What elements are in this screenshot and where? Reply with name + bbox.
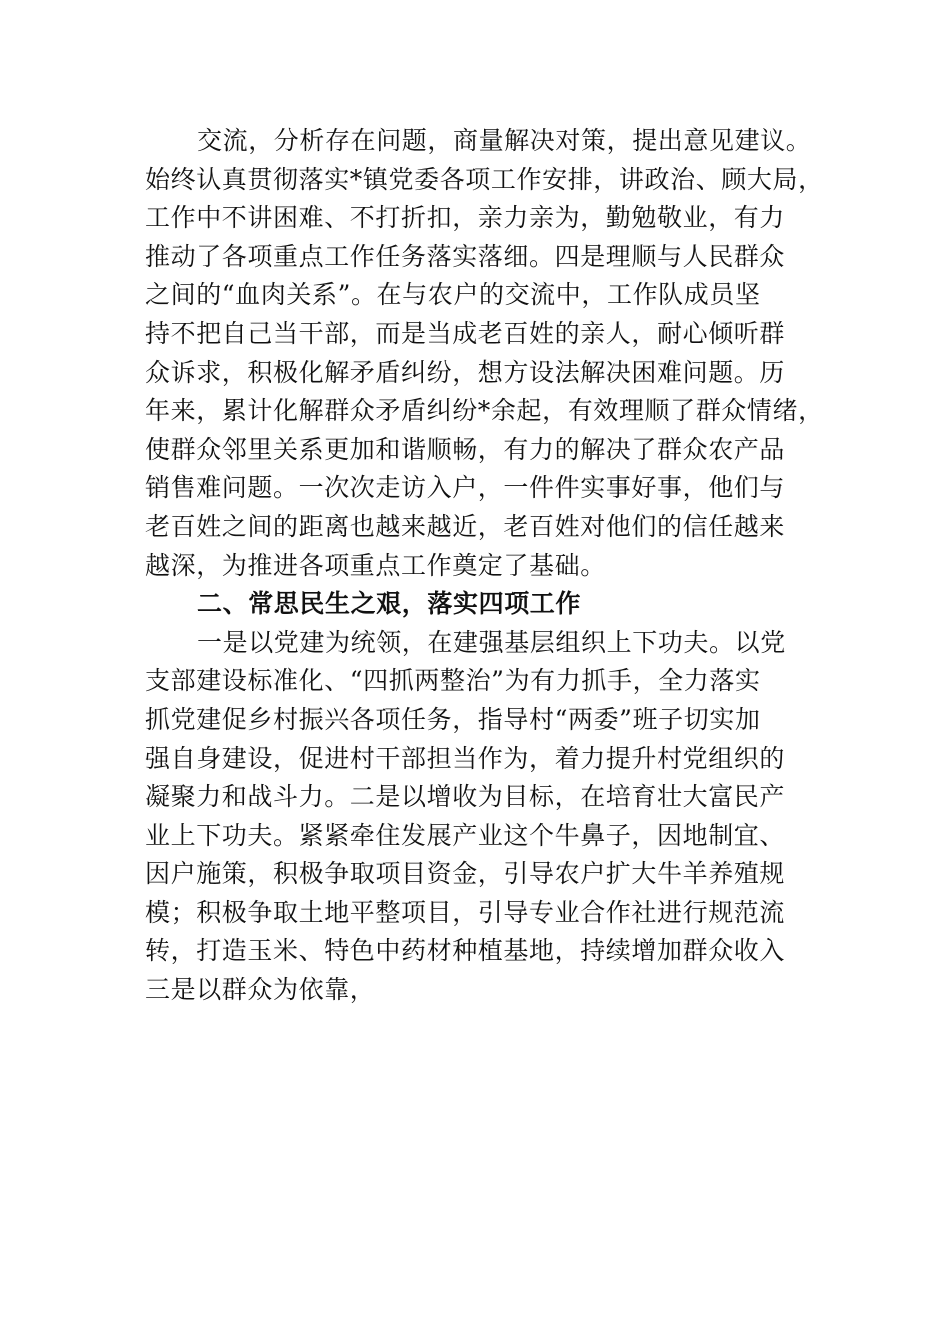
paragraph-line: 业上下功夫。紧紧牵住发展产业这个牛鼻子，因地制宜、 xyxy=(145,820,786,850)
paragraph-line: 之间的“血肉关系”。在与农户的交流中，工作队成员坚 xyxy=(145,280,761,310)
paragraph-line: 始终认真贯彻落实*镇党委各项工作安排，讲政治、顾大局， xyxy=(145,164,824,194)
paragraph-line: 持不把自己当干部，而是当成老百姓的亲人，耐心倾听群 xyxy=(145,318,786,348)
paragraph-line: 销售难问题。一次次走访入户，一件件实事好事，他们与 xyxy=(145,473,786,503)
document-body xyxy=(145,122,825,1010)
paragraph-line: 老百姓之间的距离也越来越近，老百姓对他们的信任越来 xyxy=(145,511,786,541)
paragraph-line: 抓党建促乡村振兴各项任务，指导村“两委”班子切实加 xyxy=(145,704,761,734)
section-heading: 二、常思民生之艰，落实四项工作 xyxy=(197,589,582,619)
paragraph-line: 交流，分析存在问题，商量解决对策，提出意见建议。 xyxy=(197,126,812,155)
paragraph-line: 凝聚力和战斗力。二是以增收为目标，在培育壮大富民产 xyxy=(145,782,786,812)
paragraph-line: 工作中不讲困难、不打折扣，亲力亲为，勤勉敬业，有力 xyxy=(145,203,786,233)
paragraph-line: 推动了各项重点工作任务落实落细。四是理顺与人民群众 xyxy=(145,241,786,271)
paragraph-line: 众诉求，积极化解矛盾纠纷，想方设法解决困难问题。历 xyxy=(145,357,786,387)
paragraph-line: 年来，累计化解群众矛盾纠纷*余起，有效理顺了群众情绪， xyxy=(145,396,824,426)
paragraph-line: 模；积极争取土地平整项目，引导专业合作社进行规范流 xyxy=(145,897,786,927)
paragraph-line: 一是以党建为统领，在建强基层组织上下功夫。以党 xyxy=(197,627,786,657)
paragraph-line: 因户施策，积极争取项目资金，引导农户扩大牛羊养殖规 xyxy=(145,859,786,889)
paragraph-line: 三是以群众为依靠， xyxy=(145,975,376,1005)
paragraph-line: 越深，为推进各项重点工作奠定了基础。 xyxy=(145,550,606,580)
paragraph-line: 使群众邻里关系更加和谐顺畅，有力的解决了群众农产品 xyxy=(145,434,786,464)
paragraph-line: 强自身建设，促进村干部担当作为，着力提升村党组织的 xyxy=(145,743,786,773)
paragraph-line: 支部建设标准化、“四抓两整治”为有力抓手，全力落实 xyxy=(145,666,761,696)
paragraph-line: 转，打造玉米、特色中药材种植基地，持续增加群众收入 xyxy=(145,936,786,966)
